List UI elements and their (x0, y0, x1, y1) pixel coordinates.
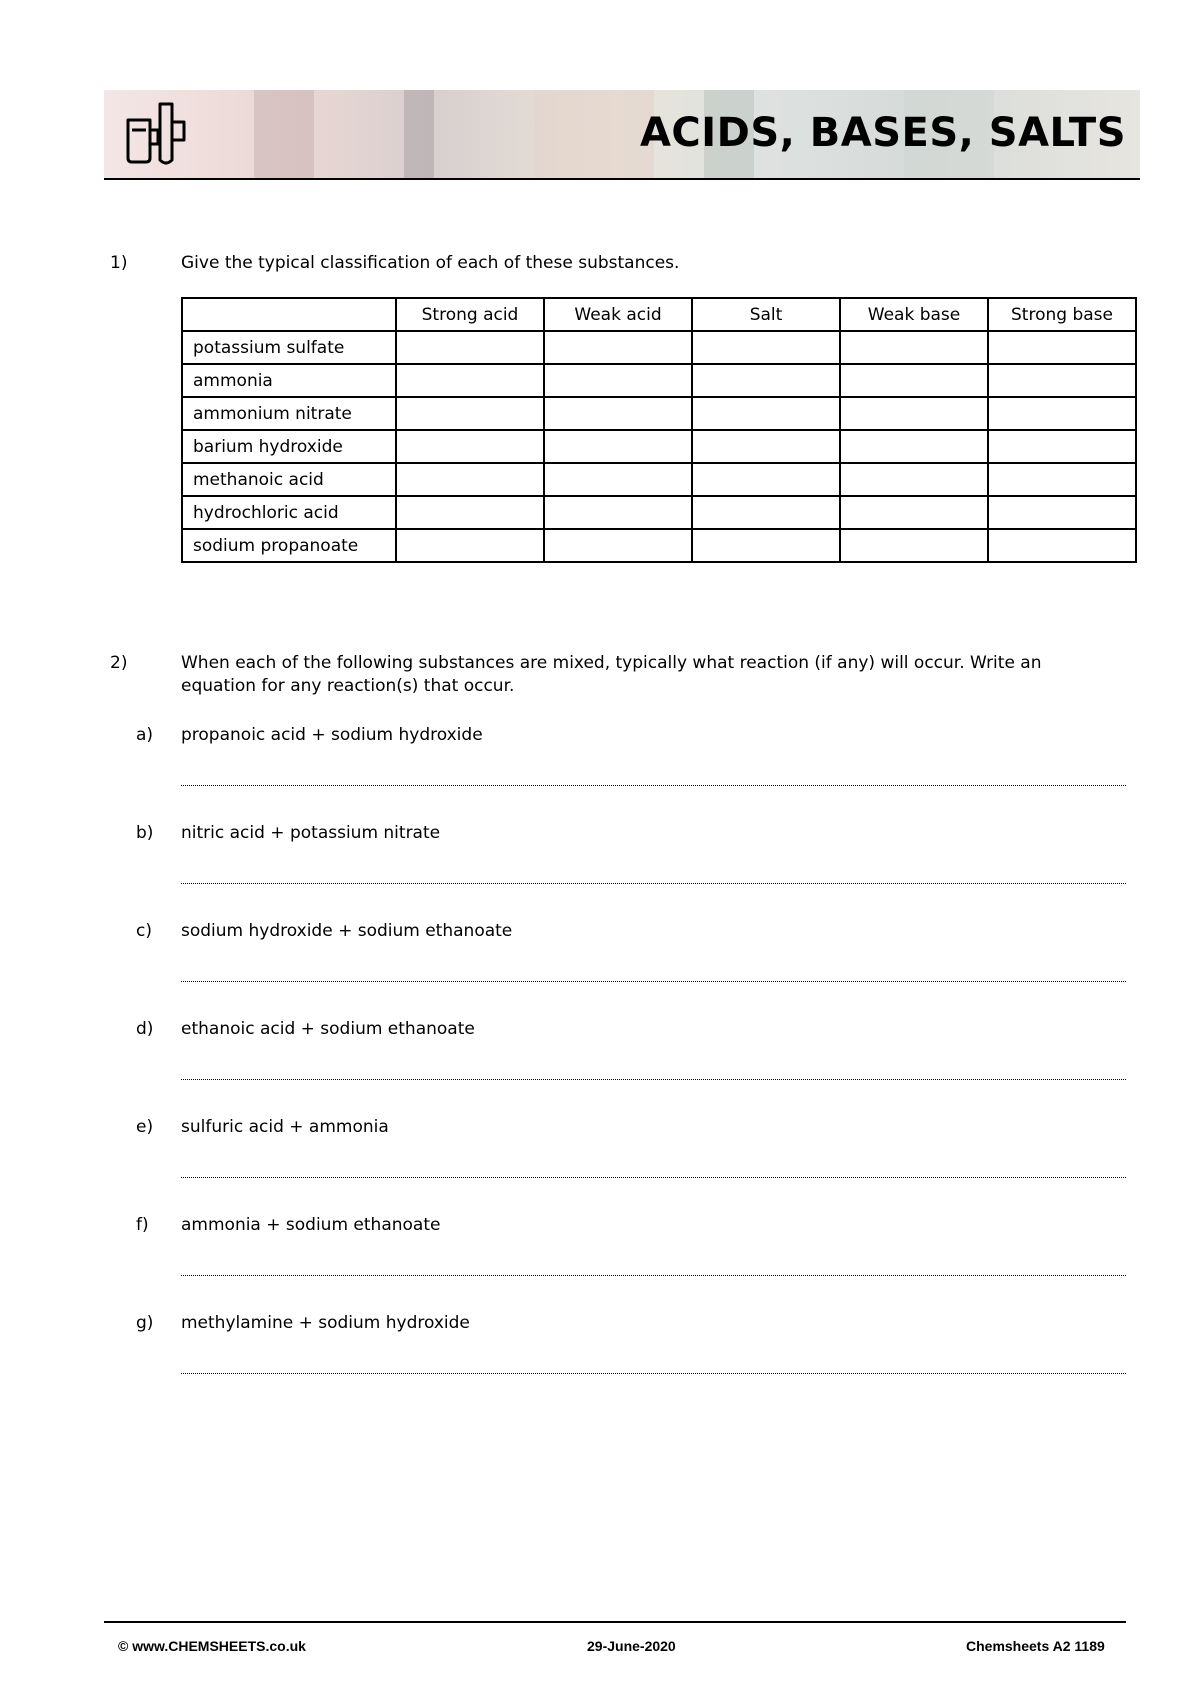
substance-name: hydrochloric acid (182, 496, 396, 529)
table-row (182, 463, 1136, 496)
answer-cell[interactable] (396, 364, 544, 397)
column-header: Weak acid (544, 298, 692, 331)
part-label: f) (136, 1215, 149, 1235)
footer-sheet-id: Chemsheets A2 1189 (966, 1638, 1105, 1654)
substance-name: ammonium nitrate (182, 397, 396, 430)
answer-cell[interactable] (692, 397, 840, 430)
column-header: Salt (692, 298, 840, 331)
table-row (182, 331, 1136, 364)
table-corner-cell (182, 298, 396, 331)
answer-cell[interactable] (988, 430, 1136, 463)
table-row (182, 364, 1136, 397)
answer-cell[interactable] (840, 331, 988, 364)
part-label: e) (136, 1117, 154, 1137)
part-text: nitric acid + potassium nitrate (181, 823, 441, 843)
page-title: ACIDS, BASES, SALTS (639, 110, 1126, 156)
part-text: sulfuric acid + ammonia (181, 1117, 389, 1137)
part-text: sodium hydroxide + sodium ethanoate (181, 921, 513, 941)
part-label: c) (136, 921, 152, 941)
answer-cell[interactable] (396, 331, 544, 364)
lab-glassware-icon (120, 100, 192, 168)
answer-cell[interactable] (988, 529, 1136, 562)
part-label: b) (136, 823, 154, 843)
answer-cell[interactable] (988, 397, 1136, 430)
answer-cell[interactable] (544, 397, 692, 430)
answer-cell[interactable] (544, 364, 692, 397)
answer-line[interactable] (181, 883, 1126, 884)
footer-divider (104, 1621, 1126, 1623)
question-2-prompt: When each of the following substances are mixed, typically what reaction (if any) will occur. Write an equation for any reaction(s) that occur. (181, 653, 1042, 696)
answer-cell[interactable] (840, 364, 988, 397)
header-banner (104, 90, 1140, 180)
part-text: ethanoic acid + sodium ethanoate (181, 1019, 475, 1039)
answer-cell[interactable] (396, 529, 544, 562)
answer-cell[interactable] (840, 430, 988, 463)
question-1-prompt: Give the typical classification of each of these substances. (181, 253, 680, 273)
answer-cell[interactable] (692, 463, 840, 496)
answer-line[interactable] (181, 1275, 1126, 1276)
column-header: Weak base (840, 298, 988, 331)
column-header: Strong base (988, 298, 1136, 331)
table-row (182, 496, 1136, 529)
answer-cell[interactable] (544, 430, 692, 463)
answer-line[interactable] (181, 785, 1126, 786)
answer-cell[interactable] (396, 397, 544, 430)
answer-cell[interactable] (544, 463, 692, 496)
answer-cell[interactable] (692, 529, 840, 562)
answer-cell[interactable] (840, 397, 988, 430)
part-text: ammonia + sodium ethanoate (181, 1215, 441, 1235)
answer-cell[interactable] (692, 496, 840, 529)
answer-cell[interactable] (692, 364, 840, 397)
table-row (182, 430, 1136, 463)
substance-name: ammonia (182, 364, 396, 397)
answer-cell[interactable] (840, 496, 988, 529)
answer-cell[interactable] (396, 496, 544, 529)
question-1-number: 1) (110, 253, 128, 273)
answer-line[interactable] (181, 1177, 1126, 1178)
substance-name: barium hydroxide (182, 430, 396, 463)
substance-name: potassium sulfate (182, 331, 396, 364)
answer-line[interactable] (181, 1373, 1126, 1374)
footer-date: 29-June-2020 (587, 1638, 676, 1654)
part-text: propanoic acid + sodium hydroxide (181, 725, 483, 745)
table-header-row (182, 298, 1136, 331)
substance-name: sodium propanoate (182, 529, 396, 562)
answer-cell[interactable] (988, 496, 1136, 529)
answer-line[interactable] (181, 981, 1126, 982)
footer-website: © www.CHEMSHEETS.co.uk (118, 1638, 306, 1654)
answer-cell[interactable] (396, 463, 544, 496)
part-label: d) (136, 1019, 154, 1039)
table-row (182, 397, 1136, 430)
part-text: methylamine + sodium hydroxide (181, 1313, 470, 1333)
answer-cell[interactable] (544, 529, 692, 562)
answer-cell[interactable] (692, 430, 840, 463)
answer-cell[interactable] (988, 331, 1136, 364)
part-label: a) (136, 725, 154, 745)
answer-cell[interactable] (544, 331, 692, 364)
classification-table (181, 297, 1137, 563)
answer-line[interactable] (181, 1079, 1126, 1080)
question-2-number: 2) (110, 653, 128, 673)
answer-cell[interactable] (988, 364, 1136, 397)
part-label: g) (136, 1313, 154, 1333)
table-row (182, 529, 1136, 562)
answer-cell[interactable] (840, 463, 988, 496)
column-header: Strong acid (396, 298, 544, 331)
answer-cell[interactable] (544, 496, 692, 529)
substance-name: methanoic acid (182, 463, 396, 496)
answer-cell[interactable] (840, 529, 988, 562)
answer-cell[interactable] (692, 331, 840, 364)
answer-cell[interactable] (988, 463, 1136, 496)
answer-cell[interactable] (396, 430, 544, 463)
